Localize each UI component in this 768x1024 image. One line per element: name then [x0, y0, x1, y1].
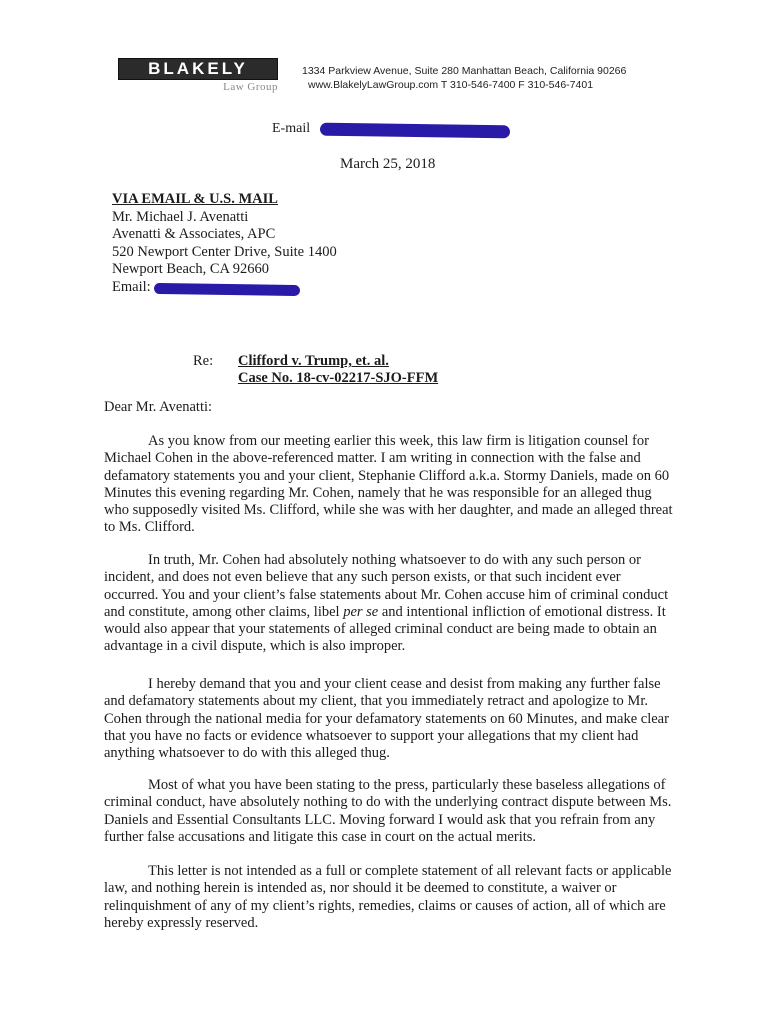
case-name: Clifford v. Trump, et. al.: [238, 353, 389, 369]
re-label: Re:: [193, 353, 214, 369]
paragraph-text: I hereby demand that you and your client cease and desist from making any further false and defamatory statements about my client, that you immediately retract and apologize to Mr. Cohen through the national media for your defamatory statements on 60 Minutes, and make clear that you have no facts or evidence whatsoever to support your allegations that my client had anything whatsoever to do with this alleged thug.: [104, 676, 669, 762]
logo-wordmark: BLAKELY: [118, 58, 278, 80]
recipient-street: 520 Newport Center Drive, Suite 1400: [112, 243, 337, 260]
paragraph-text: As you know from our meeting earlier this week, this law firm is litigation counsel for Michael Cohen in the above-referenced matter. I am writing in connection with the false and defamatory statements you and your client, Stephanie Clifford a.k.a. Stormy Daniels, made on 60 Minutes this evening regarding Mr. Cohen, namely that he was responsible for an alleged thug who supposedly visited Ms. Clifford, while she was with her daughter, and made an alleged threat to Ms. Clifford.: [104, 433, 673, 536]
paragraph-italic-text: per se: [343, 603, 379, 620]
recipient-firm: Avenatti & Associates, APC: [112, 226, 276, 242]
paragraph-text: In truth, Mr. Cohen had absolutely nothing whatsoever to do with any such person or incident, and does not even believe that any such person exists, or that such incident ever occurred. You and your client’s false statements about Mr. Cohen accuse him of criminal conduct and constitute, among other claims, libel: [104, 552, 669, 620]
paragraph: [104, 552, 676, 656]
re-subject: [238, 353, 438, 387]
recipient-email-label: Email:: [112, 278, 151, 295]
letterhead-contact: [302, 64, 626, 92]
paragraph: [104, 676, 676, 762]
recipient-city: Newport Beach, CA 92660: [112, 261, 270, 277]
letterhead-web-phone: www.BlakelyLawGroup.com T 310-546-7400 F 310-546-7401: [308, 79, 594, 91]
delivery-method: VIA EMAIL & U.S. MAIL: [112, 191, 278, 207]
firm-logo: [118, 58, 278, 93]
paragraph: [104, 777, 676, 846]
recipient-block: [112, 191, 337, 296]
redaction-mark: [154, 283, 300, 296]
salutation: Dear Mr. Avenatti:: [104, 399, 213, 415]
paragraph: [104, 433, 676, 537]
recipient-name: Mr. Michael J. Avenatti: [112, 208, 249, 225]
letterhead-address: 1334 Parkview Avenue, Suite 280 Manhattan Beach, California 90266: [302, 65, 627, 77]
paragraph-text: Most of what you have been stating to the press, particularly these baseless allegations of criminal conduct, have absolutely nothing to do with the underlying contract dispute between Ms. Daniels and Essential Consultants LLC. Moving forward I would ask that you refrain from any further false accusations and litigate this case in court on the actual merits.: [104, 777, 672, 845]
redaction-mark: [320, 123, 510, 139]
email-label: E-mail: [272, 121, 311, 136]
paragraph-text: This letter is not intended as a full or complete statement of all relevant facts or applicable law, and nothing herein is intended as, nor should it be deemed to constitute, a waiver or relinquishment of any of my client’s rights, remedies, claims or causes of action, all of which are hereby expressly reserved.: [104, 863, 672, 931]
logo-subtext: Law Group: [223, 81, 278, 93]
paragraph-text: and intentional infliction of emotional distress. It would also appear that your statements of alleged criminal conduct are being made to obtain an advantage in a civil dispute, which is also improper.: [104, 603, 666, 655]
letter-date: March 25, 2018: [340, 156, 436, 172]
case-number: Case No. 18-cv-02217-SJO-FFM: [238, 370, 439, 386]
paragraph: [104, 863, 676, 932]
